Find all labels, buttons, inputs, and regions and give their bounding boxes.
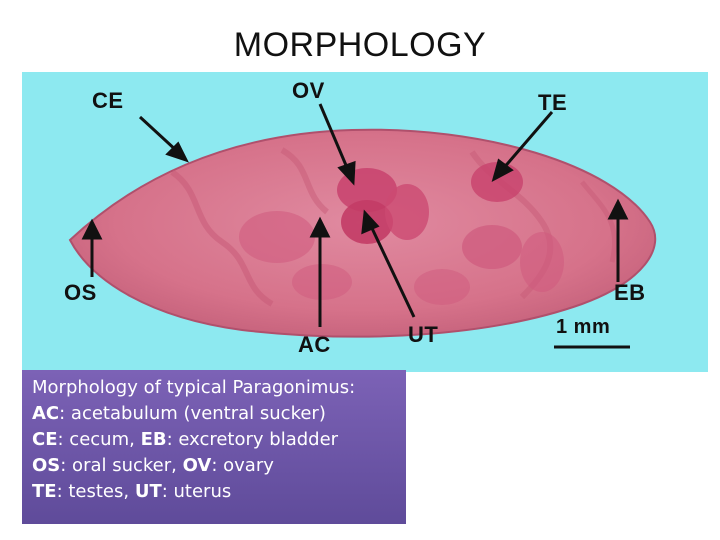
caption-abbr: OV bbox=[182, 455, 212, 476]
figure-caption bbox=[22, 370, 406, 524]
caption-abbr: AC bbox=[32, 403, 60, 424]
scale-label: 1 mm bbox=[556, 316, 611, 338]
caption-text: : excretory bladder bbox=[166, 429, 339, 450]
caption-text: : oral sucker, bbox=[60, 455, 183, 476]
slide-title: MORPHOLOGY bbox=[233, 26, 487, 64]
label-ac: AC bbox=[298, 332, 331, 357]
caption-abbr: CE bbox=[32, 429, 58, 450]
caption-row bbox=[32, 453, 396, 479]
caption-abbr: EB bbox=[140, 429, 167, 450]
label-ut: UT bbox=[408, 322, 439, 347]
caption-abbr: UT bbox=[134, 481, 162, 502]
caption-text: : ovary bbox=[211, 455, 274, 476]
caption-abbr: TE bbox=[32, 481, 57, 502]
label-ce: CE bbox=[92, 88, 124, 113]
uterus-region bbox=[385, 184, 429, 240]
caption-text: : acetabulum (ventral sucker) bbox=[59, 403, 326, 424]
label-os: OS bbox=[64, 280, 97, 305]
caption-abbr: OS bbox=[32, 455, 61, 476]
caption-row bbox=[32, 427, 396, 453]
label-ov: OV bbox=[292, 78, 325, 103]
caption-row bbox=[32, 401, 396, 427]
paragonimus-micrograph bbox=[22, 72, 708, 372]
caption-text: : cecum, bbox=[57, 429, 141, 450]
label-te: TE bbox=[538, 90, 568, 115]
caption-intro: Morphology of typical Paragonimus: bbox=[32, 377, 356, 398]
label-eb: EB bbox=[614, 280, 646, 305]
caption-text: : testes, bbox=[56, 481, 135, 502]
caption-row bbox=[32, 479, 396, 505]
caption-text: : uterus bbox=[161, 481, 232, 502]
